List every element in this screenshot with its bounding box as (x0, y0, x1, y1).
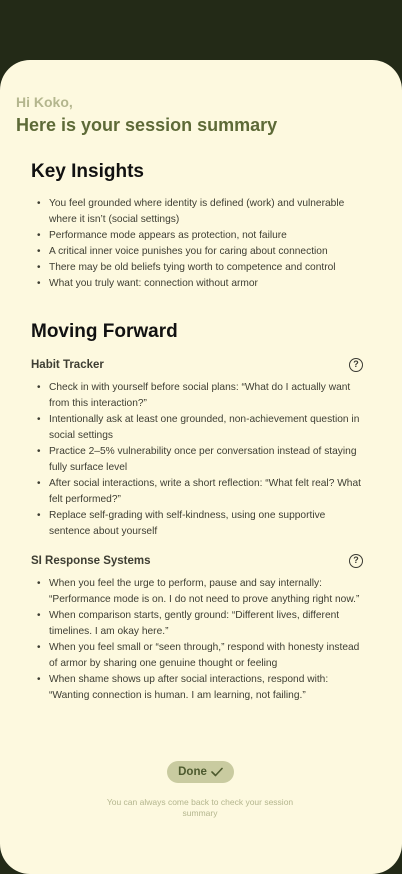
list-item-text: Intentionally ask at least one grounded, non-achievement question in social settings (49, 414, 360, 441)
list-item (31, 260, 366, 276)
help-circle-icon[interactable]: ? (349, 554, 363, 568)
si-response-list (31, 576, 366, 704)
si-response-title: SI Response Systems (31, 555, 151, 567)
bullet-icon: • (37, 510, 41, 521)
bullet-icon: • (37, 382, 41, 393)
bullet-icon: • (37, 610, 41, 621)
list-item (31, 508, 366, 540)
bullet-icon: • (37, 674, 41, 685)
list-item (31, 640, 366, 672)
bullet-icon: • (37, 262, 41, 273)
bullet-icon: • (37, 198, 41, 209)
list-item-text: When shame shows up after social interactions, respond with: “Wanting connection is human. I am learning, not failing.” (49, 674, 329, 701)
list-item (31, 576, 366, 608)
key-insights-list (31, 196, 366, 292)
list-item-text: Performance mode appears as protection, not failure (49, 230, 287, 241)
bullet-icon: • (37, 578, 41, 589)
list-item-text: After social interactions, write a short reflection: “What felt real? What felt performed?” (49, 478, 361, 505)
greeting: Hi Koko, (16, 94, 73, 110)
list-item (31, 380, 366, 412)
habit-tracker-list (31, 380, 366, 540)
list-item-text: When you feel small or “seen through,” respond with honesty instead of armor by sharing one genuine thought or feeling (49, 642, 360, 669)
list-item (31, 412, 366, 444)
key-insights-title: Key Insights (31, 161, 144, 182)
footer-note: You can always come back to check your session summary (106, 797, 294, 818)
moving-forward-title: Moving Forward (31, 321, 178, 342)
list-item (31, 276, 366, 292)
bullet-icon: • (37, 246, 41, 257)
list-item-text: Check in with yourself before social plans: “What do I actually want from this interaction?” (49, 382, 351, 409)
list-item (31, 672, 366, 704)
bullet-icon: • (37, 446, 41, 457)
summary-sheet (0, 60, 402, 874)
list-item (31, 196, 366, 228)
habit-tracker-title: Habit Tracker (31, 359, 104, 371)
list-item-text: Practice 2–5% vulnerability once per conversation instead of staying fully surface level (49, 446, 357, 473)
help-circle-icon[interactable]: ? (349, 358, 363, 372)
list-item-text: When you feel the urge to perform, pause and say internally: “Performance mode is on. I do not need to prove anything right now.” (49, 578, 360, 605)
list-item-text: What you truly want: connection without armor (49, 278, 258, 289)
list-item (31, 476, 366, 508)
list-item (31, 244, 366, 260)
list-item-text: Replace self-grading with self-kindness, using one supportive sentence about yourself (49, 510, 326, 537)
done-button[interactable] (167, 761, 234, 783)
bullet-icon: • (37, 642, 41, 653)
summary-content (31, 160, 366, 704)
list-item-text: You feel grounded where identity is defined (work) and vulnerable where it isn’t (social settings) (49, 198, 345, 225)
list-item-text: When comparison starts, gently ground: “Different lives, different timelines. I am okay here.” (49, 610, 340, 637)
bullet-icon: • (37, 478, 41, 489)
list-item-text: There may be old beliefs tying worth to competence and control (49, 262, 336, 273)
bullet-icon: • (37, 278, 41, 289)
checkmark-icon (211, 767, 223, 777)
done-button-label: Done (178, 766, 207, 778)
bullet-icon: • (37, 230, 41, 241)
list-item (31, 608, 366, 640)
list-item-text: A critical inner voice punishes you for caring about connection (49, 246, 328, 257)
si-response-header (31, 552, 366, 570)
habit-tracker-header (31, 356, 366, 374)
bullet-icon: • (37, 414, 41, 425)
page-title: Here is your session summary (16, 115, 278, 135)
list-item (31, 228, 366, 244)
list-item (31, 444, 366, 476)
